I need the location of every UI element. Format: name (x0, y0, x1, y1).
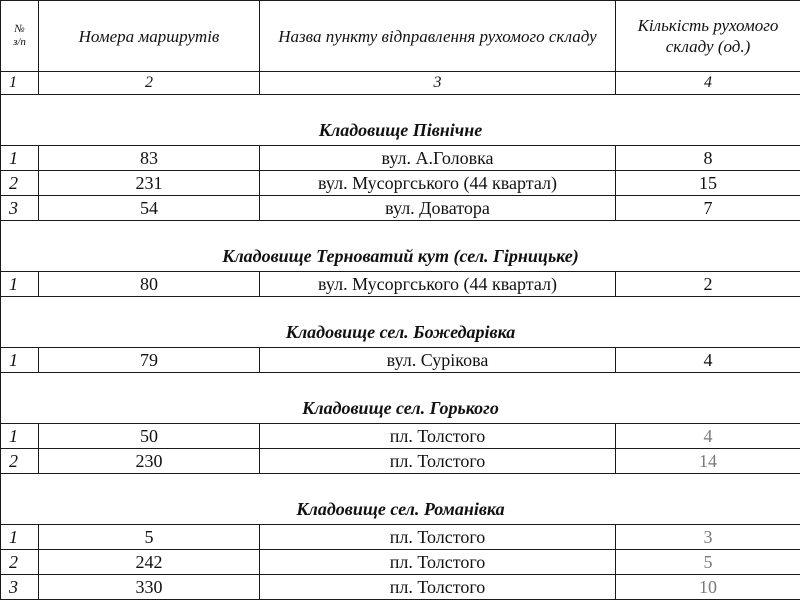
departure-point: пл. Толстого (260, 424, 616, 449)
row-index: 3 (1, 575, 39, 600)
table-row (1, 146, 800, 171)
column-number: 3 (260, 72, 616, 95)
table-row (1, 424, 800, 449)
section-row (1, 297, 800, 348)
column-number-row (1, 72, 800, 95)
route-number: 330 (39, 575, 260, 600)
section-row (1, 221, 800, 272)
table-row (1, 525, 800, 550)
header-number-sub: з/п (1, 36, 38, 49)
departure-point: вул. Мусоргського (44 квартал) (260, 171, 616, 196)
departure-point: пл. Толстого (260, 550, 616, 575)
row-index: 1 (1, 424, 39, 449)
row-index: 1 (1, 146, 39, 171)
section-title: Кладовище Північне (1, 95, 800, 146)
routes-table-body (1, 1, 800, 600)
table-row (1, 272, 800, 297)
header-number-cell (1, 1, 39, 72)
header-routes: Номера маршрутів (39, 1, 260, 72)
table-row (1, 449, 800, 474)
departure-point: вул. Сурікова (260, 348, 616, 373)
rolling-stock-count: 5 (616, 550, 800, 575)
row-index: 2 (1, 550, 39, 575)
section-title: Кладовище сел. Горького (1, 373, 800, 424)
table-row (1, 196, 800, 221)
section-row (1, 373, 800, 424)
departure-point: пл. Толстого (260, 449, 616, 474)
route-number: 80 (39, 272, 260, 297)
row-index: 3 (1, 196, 39, 221)
rolling-stock-count: 2 (616, 272, 800, 297)
rolling-stock-count: 8 (616, 146, 800, 171)
table-row (1, 575, 800, 600)
table-row (1, 171, 800, 196)
section-title: Кладовище сел. Божедарівка (1, 297, 800, 348)
rolling-stock-count: 10 (616, 575, 800, 600)
header-number-sign: № (1, 23, 38, 36)
row-index: 1 (1, 525, 39, 550)
rolling-stock-count: 15 (616, 171, 800, 196)
departure-point: вул. Доватора (260, 196, 616, 221)
departure-point: вул. Мусоргського (44 квартал) (260, 272, 616, 297)
route-number: 230 (39, 449, 260, 474)
table-row (1, 348, 800, 373)
route-number: 50 (39, 424, 260, 449)
rolling-stock-count: 7 (616, 196, 800, 221)
departure-point: пл. Толстого (260, 525, 616, 550)
row-index: 1 (1, 272, 39, 297)
row-index: 1 (1, 348, 39, 373)
section-title: Кладовище сел. Романівка (1, 474, 800, 525)
rolling-stock-count: 3 (616, 525, 800, 550)
section-title: Кладовище Терноватий кут (сел. Гірницьке) (1, 221, 800, 272)
rolling-stock-count: 4 (616, 424, 800, 449)
rolling-stock-count: 4 (616, 348, 800, 373)
row-index: 2 (1, 171, 39, 196)
route-number: 83 (39, 146, 260, 171)
header-rolling-stock-count: Кількість рухомого складу (од.) (616, 1, 800, 72)
row-index: 2 (1, 449, 39, 474)
table-row (1, 550, 800, 575)
column-number: 4 (616, 72, 800, 95)
route-number: 54 (39, 196, 260, 221)
route-number: 231 (39, 171, 260, 196)
departure-point: пл. Толстого (260, 575, 616, 600)
departure-point: вул. А.Головка (260, 146, 616, 171)
section-row (1, 95, 800, 146)
route-number: 5 (39, 525, 260, 550)
section-row (1, 474, 800, 525)
route-number: 242 (39, 550, 260, 575)
column-number: 2 (39, 72, 260, 95)
column-number: 1 (1, 72, 39, 95)
header-row (1, 1, 800, 72)
route-number: 79 (39, 348, 260, 373)
header-departure-point: Назва пункту відправлення рухомого складу (260, 1, 616, 72)
rolling-stock-count: 14 (616, 449, 800, 474)
